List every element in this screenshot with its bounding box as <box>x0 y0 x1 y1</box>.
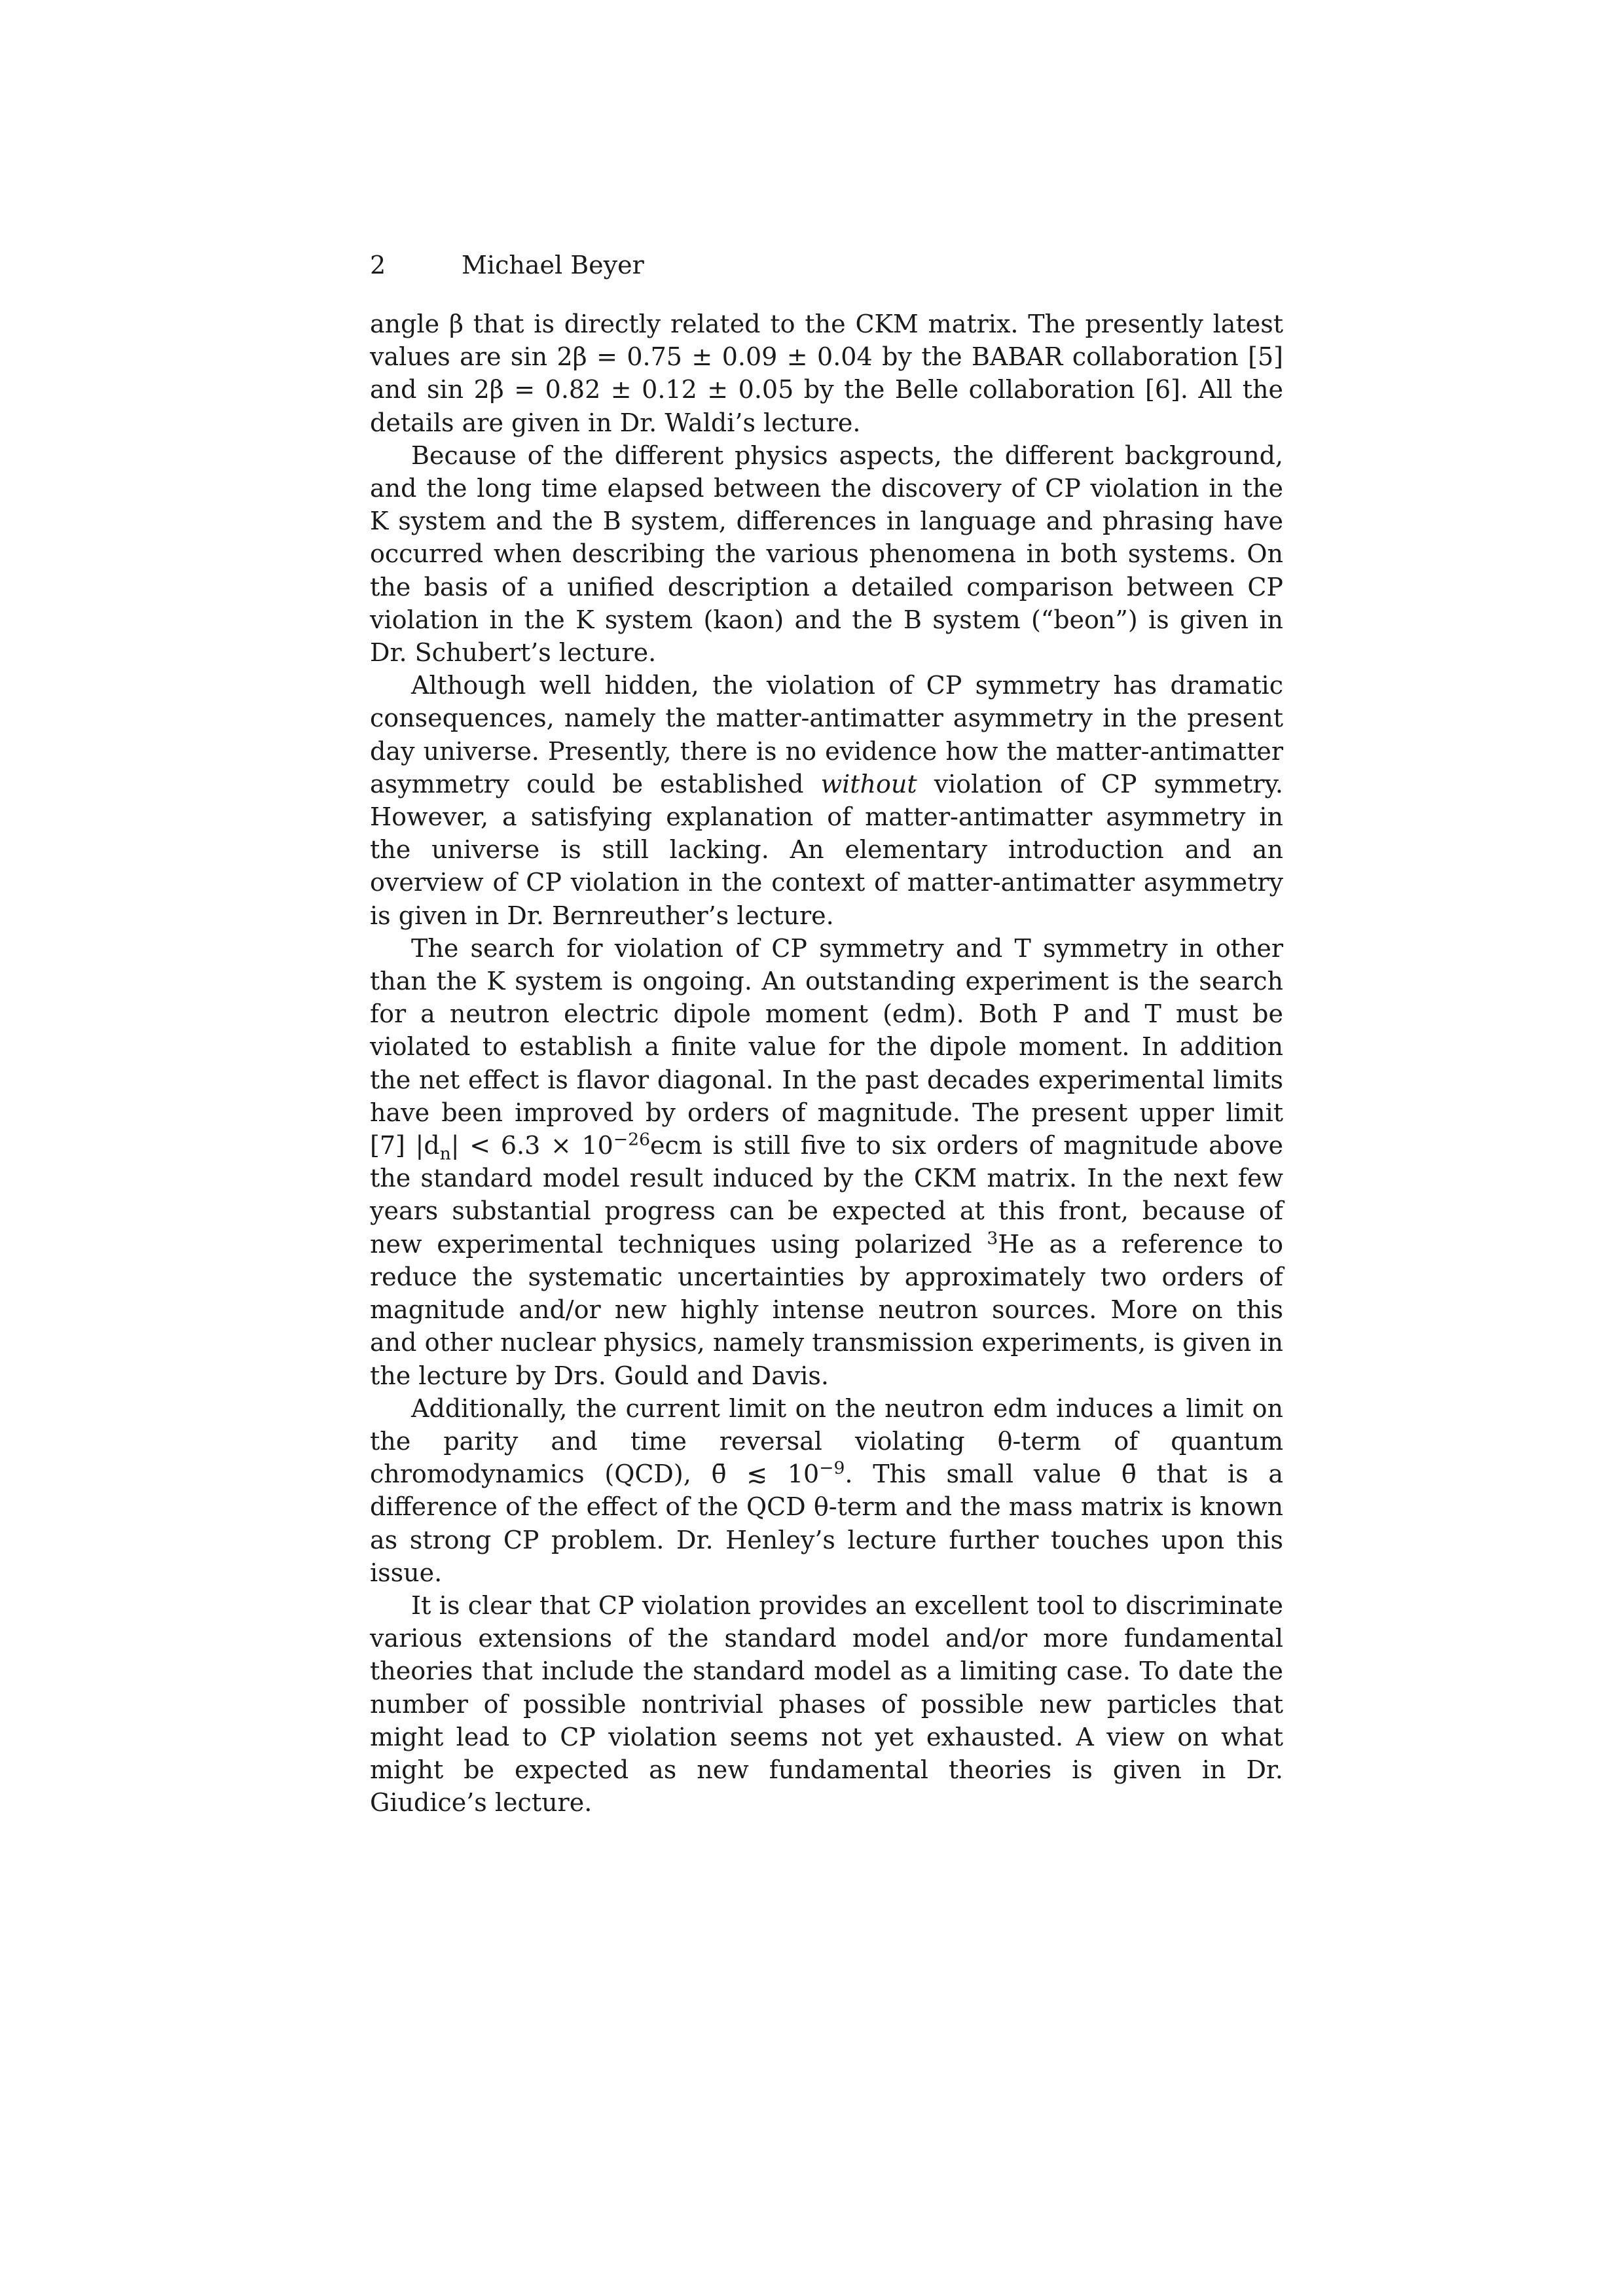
paragraph-5-part-a: Additionally, the current limit on the neutron edm induces a limit on the parity and time reversal violating θ-term of quantum chromodynamics (QCD), θ̄ ≲ 10 <box>370 1393 1283 1489</box>
paragraph-4-part-c: ecm is still five to six orders of magnitude above the standard model result induced by the CKM matrix. In the next few years substantial progress can be expected at this front, because of new experimental techniques using polarized <box>370 1131 1283 1259</box>
paragraph-4-part-b: | < 6.3 × 10 <box>450 1131 613 1160</box>
superscript-3: 3 <box>987 1228 998 1249</box>
paragraph-3-part-a: Although well hidden, the violation of CP symmetry has dramatic consequences, namely the matter-antimatter asymmetry in the present day universe. Presently, there is no evidence how the matter-antimatter asymmetry could be established <box>370 671 1283 798</box>
exponent-minus-9: −9 <box>819 1458 845 1479</box>
paragraph-4 <box>370 932 1283 1392</box>
paragraph-1: angle β that is directly related to the CKM matrix. The presently latest values are sin 2β = 0.75 ± 0.09 ± 0.04 by the BABAR collaboration [5] and sin 2β = 0.82 ± 0.12 ± 0.05 by the Belle collaboration [6]. All the details are given in Dr. Waldi’s lecture. <box>370 310 1283 437</box>
paragraph-5 <box>370 1392 1283 1589</box>
exponent-minus-26: −26 <box>613 1129 650 1150</box>
paragraph-3 <box>370 669 1283 932</box>
paragraph-6: It is clear that CP violation provides an excellent tool to discriminate various extensions of the standard model and/or more fundamental theories that include the standard model as a limiting case. To date the number of possible nontrivial phases of possible new particles that might lead to CP violation seems not yet exhausted. A view on what might be expected as new fundamental theories is given in Dr. Giudice’s lecture. <box>370 1590 1283 1818</box>
paragraph-2: Because of the different physics aspects, the different background, and the long time elapsed between the discovery of CP violation in the K system and the B system, differences in language and phrasing have occurred when describing the various phenomena in both systems. On the basis of a unified description a detailed comparison between CP violation in the K system (kaon) and the B system (“beon”) is given in Dr. Schubert’s lecture. <box>370 440 1283 668</box>
running-head <box>370 249 1286 281</box>
body-text <box>370 308 1283 1819</box>
page-number: 2 <box>370 251 386 279</box>
paragraph-3-part-b: violation of CP symmetry. However, a satisfying explanation of matter-antimatter asymmetry in the universe is still lacking. An elementary introduction and an overview of CP violation in the context of matter-antimatter asymmetry is given in Dr. Bernreuther’s lecture. <box>370 769 1283 930</box>
running-head-author: Michael Beyer <box>462 251 644 279</box>
paragraph-4-part-a: The search for violation of CP symmetry and T symmetry in other than the K system is ongoing. An outstanding experiment is the search for a neutron electric dipole moment (edm). Both P and T must be violated to establish a finite value for the dipole moment. In addition the net effect is flavor diagonal. In the past decades experimental limits have been improved by orders of magnitude. The present upper limit [7] |d <box>370 933 1283 1160</box>
emphasis-without: without <box>820 769 917 798</box>
subscript-n: n <box>439 1143 451 1164</box>
paragraph-5-part-b: . This small value θ̄ that is a difference of the effect of the QCD θ-term and the mass matrix is known as strong CP problem. Dr. Henley’s lecture further touches upon this issue. <box>370 1460 1284 1587</box>
paragraph-4-part-d: He as a reference to reduce the systematic uncertainties by approximately two orders of magnitude and/or new highly intense neutron sources. More on this and other nuclear physics, namely transmission experiments, is given in the lecture by Drs. Gould and Davis. <box>370 1229 1283 1390</box>
